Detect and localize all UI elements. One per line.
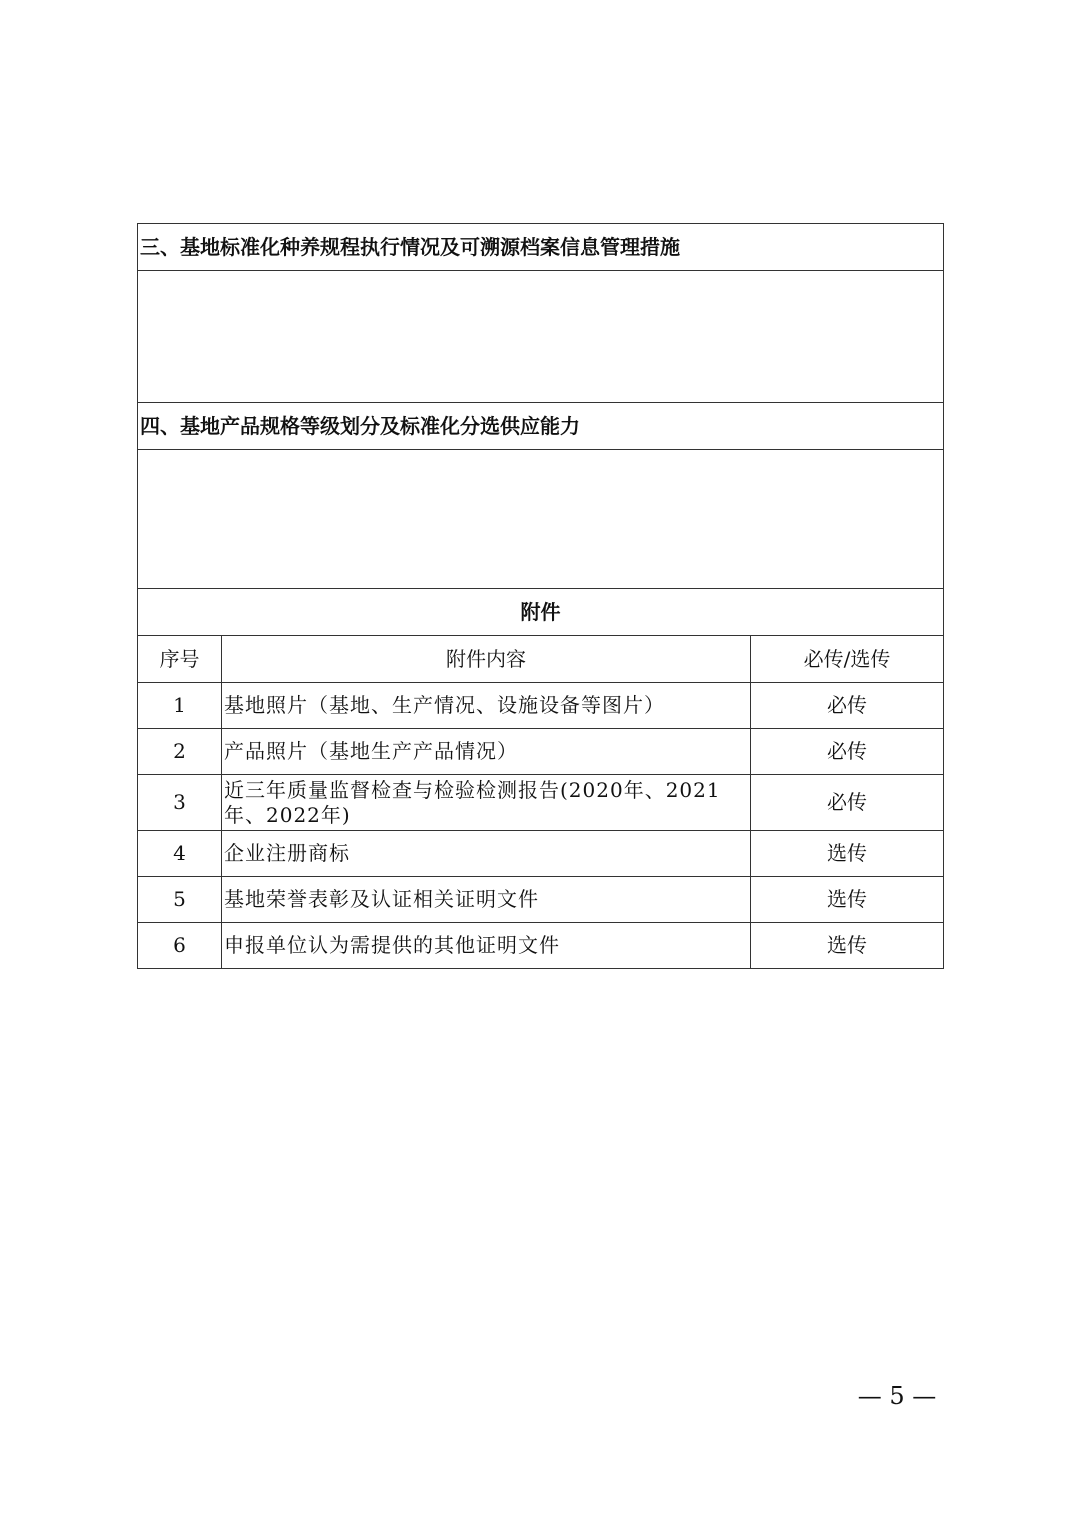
application-form-table xyxy=(137,223,944,969)
row-number: 1 xyxy=(138,683,222,729)
table-row xyxy=(138,683,944,729)
section-3-heading: 三、基地标准化种养规程执行情况及可溯源档案信息管理措施 xyxy=(138,224,944,271)
row-content: 申报单位认为需提供的其他证明文件 xyxy=(222,923,751,969)
row-content: 企业注册商标 xyxy=(222,831,751,877)
table-row xyxy=(138,775,944,831)
section-4-heading: 四、基地产品规格等级划分及标准化分选供应能力 xyxy=(138,403,944,450)
row-number: 4 xyxy=(138,831,222,877)
table-row xyxy=(138,877,944,923)
row-requirement: 选传 xyxy=(751,877,944,923)
table-row xyxy=(138,923,944,969)
row-requirement: 必传 xyxy=(751,683,944,729)
row-requirement: 选传 xyxy=(751,923,944,969)
row-content: 基地照片（基地、生产情况、设施设备等图片） xyxy=(222,683,751,729)
row-number: 6 xyxy=(138,923,222,969)
row-requirement: 必传 xyxy=(751,729,944,775)
row-number: 5 xyxy=(138,877,222,923)
row-requirement: 选传 xyxy=(751,831,944,877)
row-content: 产品照片（基地生产产品情况） xyxy=(222,729,751,775)
row-number: 2 xyxy=(138,729,222,775)
table-row xyxy=(138,831,944,877)
row-content: 基地荣誉表彰及认证相关证明文件 xyxy=(222,877,751,923)
column-header-requirement: 必传/选传 xyxy=(751,636,944,683)
section-3-content-area[interactable] xyxy=(138,271,944,403)
row-content: 近三年质量监督检查与检验检测报告(2020年、2021年、2022年) xyxy=(222,775,751,831)
annex-header-row xyxy=(138,636,944,683)
row-number: 3 xyxy=(138,775,222,831)
page-number: — 5 — xyxy=(857,1382,937,1410)
column-header-content: 附件内容 xyxy=(222,636,751,683)
annex-title: 附件 xyxy=(138,589,944,636)
section-4-content-area[interactable] xyxy=(138,450,944,589)
row-requirement: 必传 xyxy=(751,775,944,831)
column-header-number: 序号 xyxy=(138,636,222,683)
table-row xyxy=(138,729,944,775)
